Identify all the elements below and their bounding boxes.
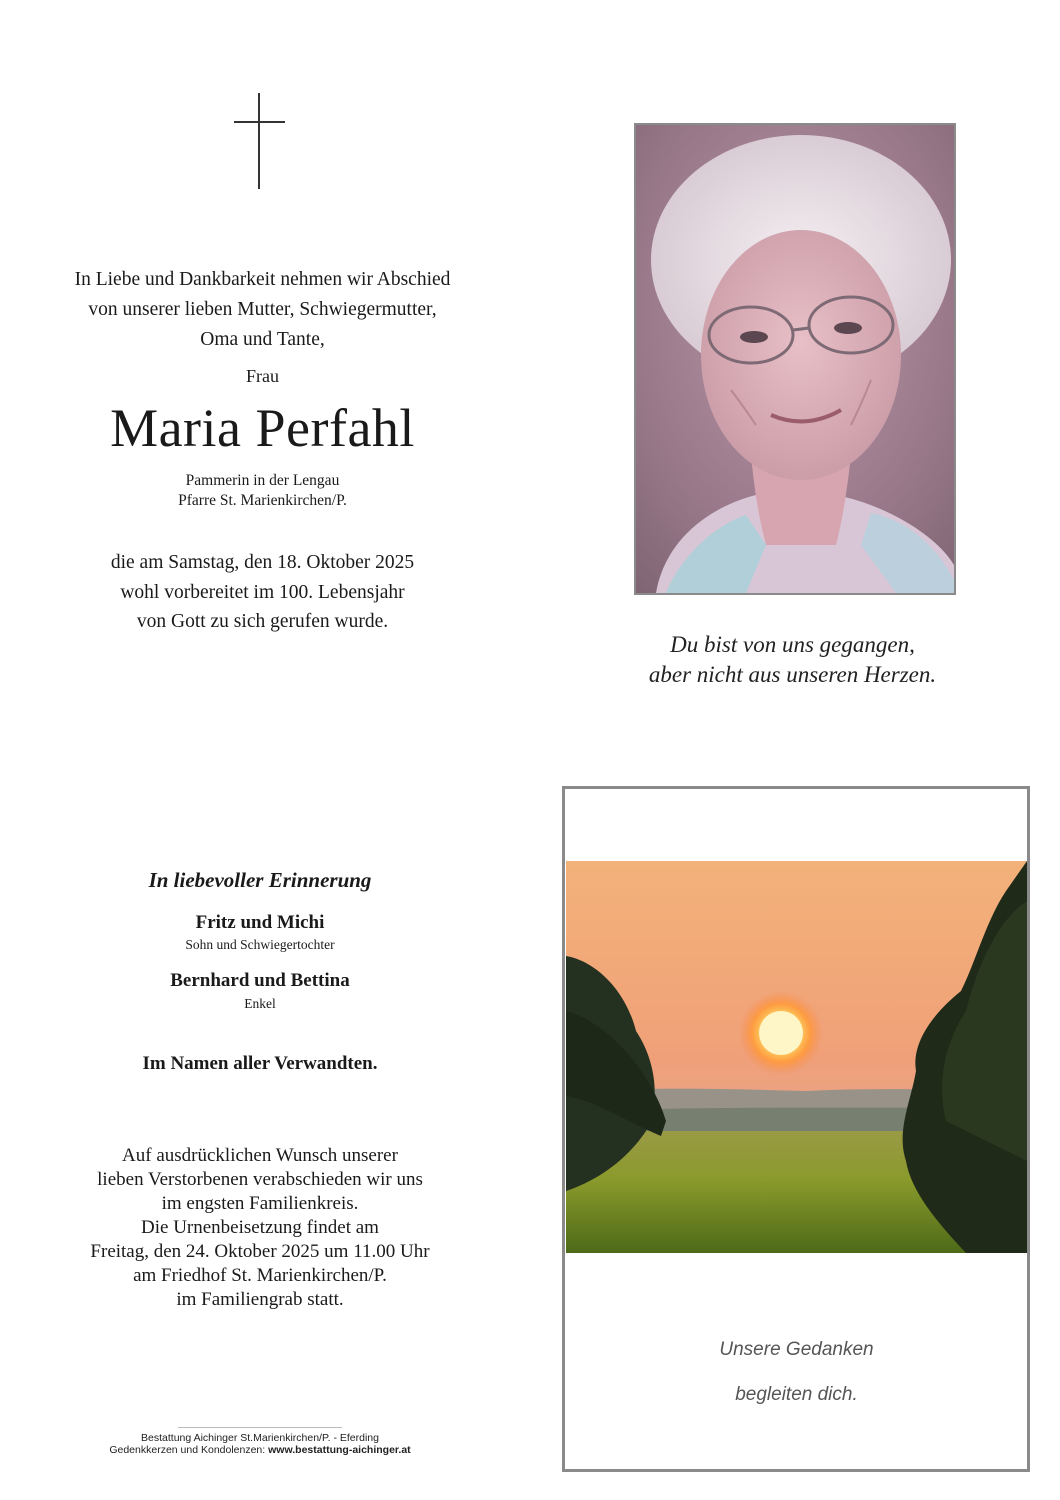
quote-line: Du bist von uns gegangen,: [670, 632, 915, 657]
origin-line: Pammerin in der Lengau: [185, 472, 340, 489]
burial-line: lieben Verstorbenen verabschieden wir uns: [97, 1169, 423, 1190]
family-relation: Sohn und Schwiegertochter: [185, 937, 335, 952]
death-text: [30, 548, 495, 637]
portrait-photo: [634, 123, 956, 595]
family-names: Bernhard und Bettina: [170, 970, 350, 991]
family-names: Fritz und Michi: [195, 912, 325, 933]
honorific: Frau: [246, 366, 279, 386]
intro-line: Oma und Tante,: [200, 329, 325, 350]
family-relation: Enkel: [244, 996, 276, 1011]
origin-text: [30, 471, 495, 511]
burial-line: im engsten Familienkreis.: [161, 1193, 359, 1214]
burial-line: Die Urnenbeisetzung findet am: [141, 1217, 379, 1238]
death-line: von Gott zu sich gerufen wurde.: [136, 611, 389, 632]
burial-text: [30, 1144, 490, 1312]
burial-line: am Friedhof St. Marienkirchen/P.: [133, 1265, 387, 1286]
quote-text: [600, 630, 985, 690]
card-text: Unsere Gedanken: [719, 1339, 874, 1360]
footer-condolences-label: Gedenkkerzen und Kondolenzen:: [109, 1444, 269, 1456]
card-text: begleiten dich.: [735, 1384, 858, 1405]
intro-line: von unserer lieben Mutter, Schwiegermutter,: [88, 299, 437, 320]
footer-divider: [178, 1427, 342, 1428]
burial-line: im Familiengrab statt.: [176, 1289, 344, 1310]
footer-company: Bestattung Aichinger St.Marienkirchen/P. - Eferding: [141, 1432, 379, 1444]
website-link[interactable]: www.bestattung-aichinger.at: [268, 1444, 411, 1456]
footer-condolences: [30, 1444, 490, 1456]
cross-vertical: [258, 93, 260, 189]
burial-line: Auf ausdrücklichen Wunsch unserer: [122, 1145, 398, 1166]
memorial-heading: In liebevoller Erinnerung: [148, 868, 372, 892]
death-line: die am Samstag, den 18. Oktober 2025: [110, 552, 415, 573]
origin-line: Pfarre St. Marienkirchen/P.: [178, 492, 347, 509]
sunset-landscape-photo: [566, 861, 1027, 1253]
cross-horizontal: [234, 121, 285, 123]
intro-text: [30, 265, 495, 355]
relatives-closing: Im Namen aller Verwandten.: [142, 1053, 378, 1074]
deceased-name: Maria Perfahl: [110, 398, 415, 458]
burial-line: Freitag, den 24. Oktober 2025 um 11.00 Uhr: [90, 1241, 430, 1262]
intro-line: In Liebe und Dankbarkeit nehmen wir Abschied: [74, 269, 451, 290]
death-line: wohl vorbereitet im 100. Lebensjahr: [120, 581, 405, 603]
quote-line: aber nicht aus unseren Herzen.: [648, 662, 937, 687]
